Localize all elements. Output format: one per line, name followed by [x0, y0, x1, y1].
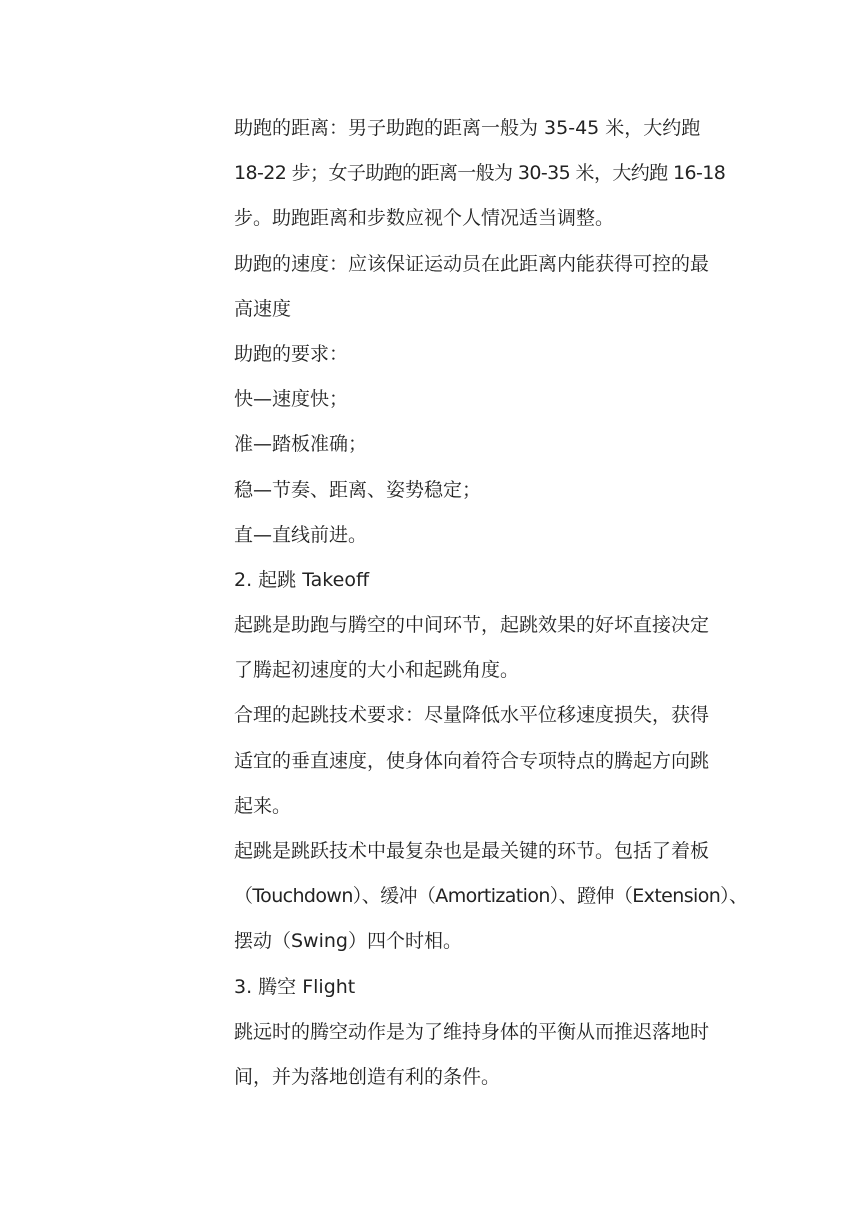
section-heading-takeoff: 2. 起跳 Takeoff — [234, 568, 370, 591]
text-line-run-up-speed-2: 高速度 — [234, 297, 292, 320]
text-line-takeoff-technique-3: 起来。 — [234, 794, 292, 817]
text-line-straight: 直—直线前进。 — [234, 523, 368, 546]
text-line-takeoff-technique-2: 适宜的垂直速度，使身体向着符合专项特点的腾起方向跳 — [234, 749, 710, 772]
text-line-run-up-distance-1: 助跑的距离：男子助跑的距离一般为 35-45 米，大约跑 — [234, 117, 701, 139]
section-heading-flight: 3. 腾空 Flight — [234, 975, 356, 998]
text-line-takeoff-intro-1: 起跳是助跑与腾空的中间环节，起跳效果的好坏直接决定 — [234, 614, 710, 637]
text-line-accurate: 准—踏板准确； — [234, 433, 368, 456]
text-line-takeoff-intro-2: 了腾起初速度的大小和起跳角度。 — [234, 659, 520, 682]
text-line-run-up-distance-3: 步。助跑距离和步数应视个人情况适当调整。 — [234, 207, 615, 230]
text-line-takeoff-phases-3: 摆动（Swing）四个时相。 — [234, 930, 462, 953]
document-page — [234, 106, 748, 1100]
text-line-run-up-requirements: 助跑的要求： — [234, 342, 349, 365]
text-line-flight-1: 跳远时的腾空动作是为了维持身体的平衡从而推迟落地时 — [234, 1020, 710, 1043]
text-line-takeoff-phases-1: 起跳是跳跃技术中最复杂也是最关键的环节。包括了着板 — [234, 840, 710, 862]
text-line-takeoff-phases-2: （Touchdown）、缓冲（Amortization）、蹬伸（Extension）、 — [234, 885, 748, 908]
text-line-fast: 快—速度快； — [234, 388, 349, 411]
text-line-run-up-speed-1: 助跑的速度：应该保证运动员在此距离内能获得可控的最 — [234, 252, 710, 275]
text-line-flight-2: 间，并为落地创造有利的条件。 — [234, 1065, 501, 1088]
text-line-run-up-distance-2: 18-22 步；女子助跑的距离一般为 30-35 米，大约跑 16-18 — [234, 162, 726, 185]
text-line-stable: 稳—节奏、距离、姿势稳定； — [234, 478, 482, 501]
text-line-takeoff-technique-1: 合理的起跳技术要求：尽量降低水平位移速度损失，获得 — [234, 704, 710, 727]
